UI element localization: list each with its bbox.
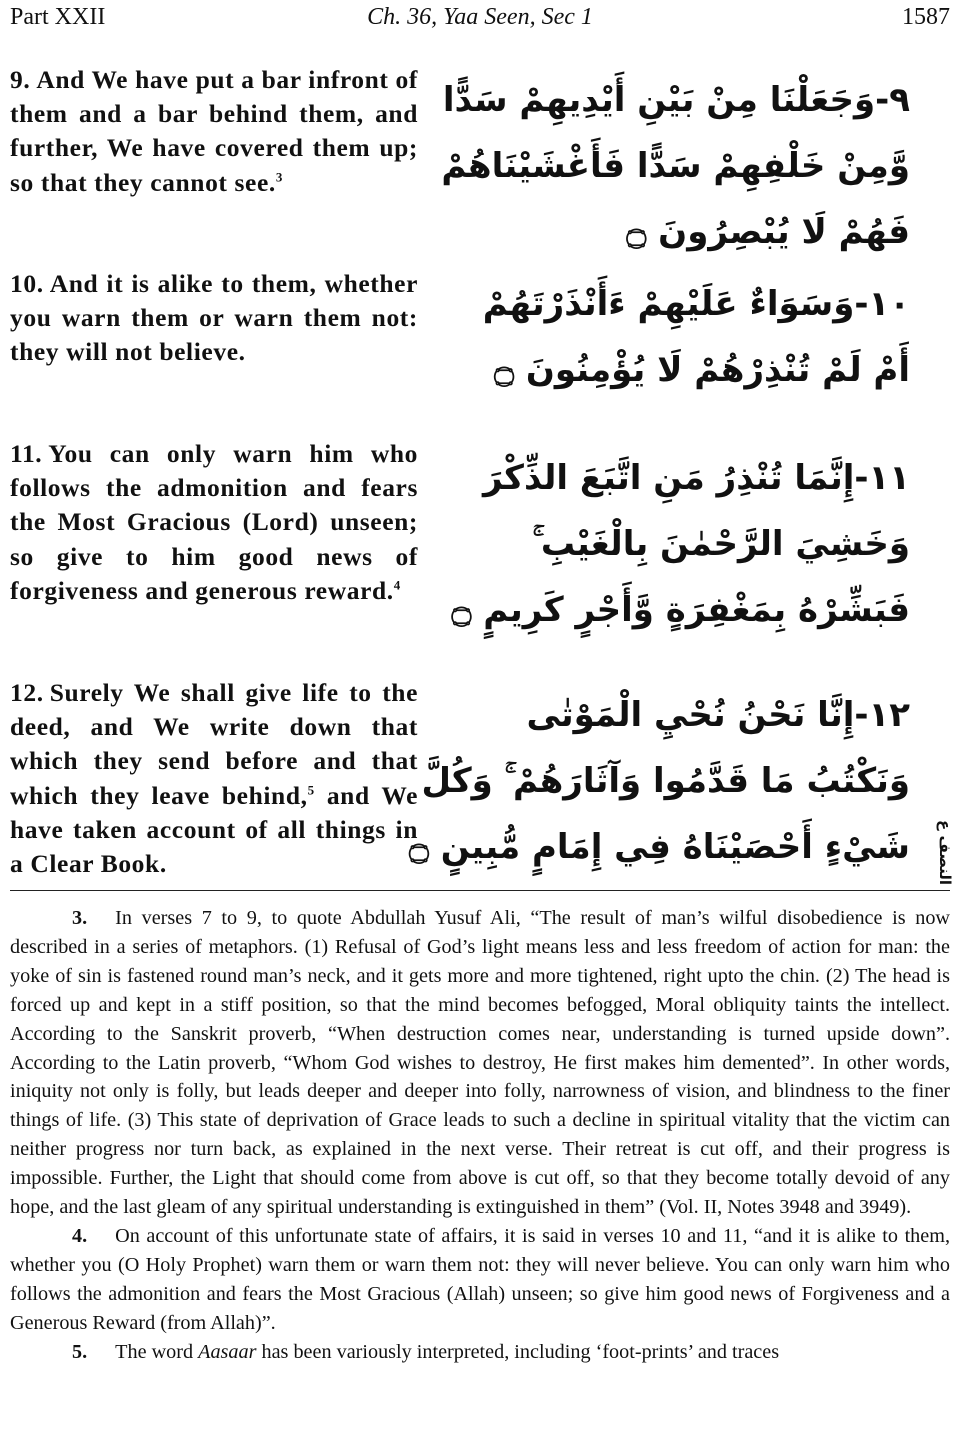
verse-12	[10, 676, 922, 886]
part-label: Part XXII	[10, 4, 106, 30]
footnote-3	[10, 904, 950, 1222]
footnote-text-continued: has been variously interpreted, including ‘foot-prints’ and traces	[256, 1340, 780, 1363]
arabic-line: شَيْءٍ أَحْصَيْنَاهُ فِي إِمَامٍ مُّبِينٍ ۝	[408, 827, 910, 867]
verse-number: 12.	[10, 678, 44, 707]
arabic-line: فَبَشِّرْهُ بِمَغْفِرَةٍ وَّأَجْرٍ كَرِيمٍ ۝	[451, 590, 910, 630]
footnote-number: 3.	[72, 907, 88, 929]
arabic-line: ٩-وَجَعَلْنَا مِنْ بَيْنِ أَيْدِيهِمْ سَدًّا	[442, 80, 910, 120]
arabic-line: ١٠-وَسَوَاءٌ عَلَيْهِمْ ءَأَنْذَرْتَهُمْ	[482, 284, 910, 324]
page-number: 1587	[902, 4, 950, 30]
verse-10	[10, 267, 922, 407]
footnote-italic-term: Aasaar	[198, 1340, 257, 1363]
footnote-ref[interactable]: 5	[307, 782, 315, 798]
verse-text: And it is alike to them, whether you warn them or warn them not: they will not believe.	[10, 269, 418, 367]
footnote-5	[10, 1338, 950, 1367]
footnote-number: 4.	[72, 1224, 88, 1247]
verse-number: 9.	[10, 65, 31, 94]
verse-11	[10, 437, 922, 647]
verse-12-translation	[10, 676, 418, 881]
verse-10-translation	[10, 267, 418, 370]
verse-text: Surely We shall give life to the deed, and We write down that which they send before and that which they leave behind,	[10, 678, 418, 810]
verse-9-arabic	[441, 67, 910, 265]
verse-text: You can only warn him who follows the admonition and fears the Most Gracious (Lord) unseen; so give to him good news of forgiveness and generous reward.	[10, 439, 418, 605]
verse-10-arabic	[480, 271, 910, 403]
footnote-divider	[10, 890, 950, 891]
verse-text: And We have put a bar infront of them and a bar behind them, and further, We have covered them up; so that they cannot see.	[10, 65, 418, 197]
verse-number: 11.	[10, 439, 43, 468]
footnote-text: In verses 7 to 9, to quote Abdullah Yusuf Ali, “The result of man’s wilful disobedience is now described in a series of metaphors. (1) Refusal of God’s light means less and less freedom of action for man: the yoke of sin is fastened round man’s neck, and it gets more and more tightened, right upto the chin. (2) The head is forced up and kept in a stiff position, so that the mind becomes befogged, Moral obliquity taints the intellect. According to the Sanskrit proverb, “When destruction comes near, understanding is turned upside down”. According to the Latin proverb, “Whom God wishes to destroy, He first makes him demented”. In other words, iniquity not only is folly, but leads deeper and deeper into folly, narrowness of vision, and blindness to the finer things of life. (3) This state of deprivation of Grace leads to such a decline in spiritual vitality that the victim can neither progress nor turn back, as explained in the next verse. Their retreat is cut off, and their progress is impossible. Further, the Light that should come from above is cut off, so that they become totally devoid of any hope, and the last gleam of any spiritual understanding is extinguished in them” (Vol. II, Notes 3948 and 3949).	[10, 907, 950, 1219]
arabic-line: فَهُمْ لَا يُبْصِرُونَ ۝	[626, 212, 910, 252]
chapter-title: Ch. 36, Yaa Seen, Sec 1	[367, 4, 593, 30]
footnote-text: On account of this unfortunate state of affairs, it is said in verses 10 and 11, “and it is alike to them, whether you (O Holy Prophet) warn them or warn them not: they will never believe. You can only warn him who follows the admonition and fears the Most Gracious (Allah) unseen; so give him good news of Forgiveness and a Generous Reward (from Allah)”.	[10, 1224, 950, 1334]
footnote-4	[10, 1222, 950, 1338]
footnote-ref[interactable]: 3	[275, 169, 283, 185]
verse-11-arabic	[451, 445, 910, 643]
arabic-line: وَخَشِيَ الرَّحْمٰنَ بِالْغَيْبِ ۚ	[532, 524, 910, 564]
verse-number: 10.	[10, 269, 44, 298]
verse-12-arabic	[408, 682, 910, 880]
footnote-number: 5.	[72, 1340, 88, 1363]
arabic-line: وَّمِنْ خَلْفِهِمْ سَدًّا فَأَغْشَيْنَاهُمْ	[441, 146, 910, 186]
verse-9	[10, 63, 922, 252]
footnote-ref[interactable]: 4	[393, 577, 401, 593]
verse-9-translation	[10, 63, 418, 200]
arabic-line: ١١-إِنَّمَا تُنْذِرُ مَنِ اتَّبَعَ الذِّكْرَ	[483, 458, 910, 498]
margin-section-marker: النصف ع	[936, 819, 954, 885]
page-header	[10, 4, 950, 38]
verse-text-continued: and We have taken account of all things in a Clear Book.	[10, 780, 418, 879]
arabic-line: ١٢-إِنَّا نَحْنُ نُحْيِ الْمَوْتٰى	[526, 695, 910, 735]
arabic-line: أَمْ لَمْ تُنْذِرْهُمْ لَا يُؤْمِنُونَ ۝	[494, 350, 910, 390]
arabic-line: وَنَكْتُبُ مَا قَدَّمُوا وَآثَارَهُمْ ۚ وَكُلَّ	[421, 761, 910, 801]
footnote-text: The word	[115, 1340, 199, 1363]
verse-11-translation	[10, 437, 418, 608]
footnotes	[10, 904, 950, 1367]
